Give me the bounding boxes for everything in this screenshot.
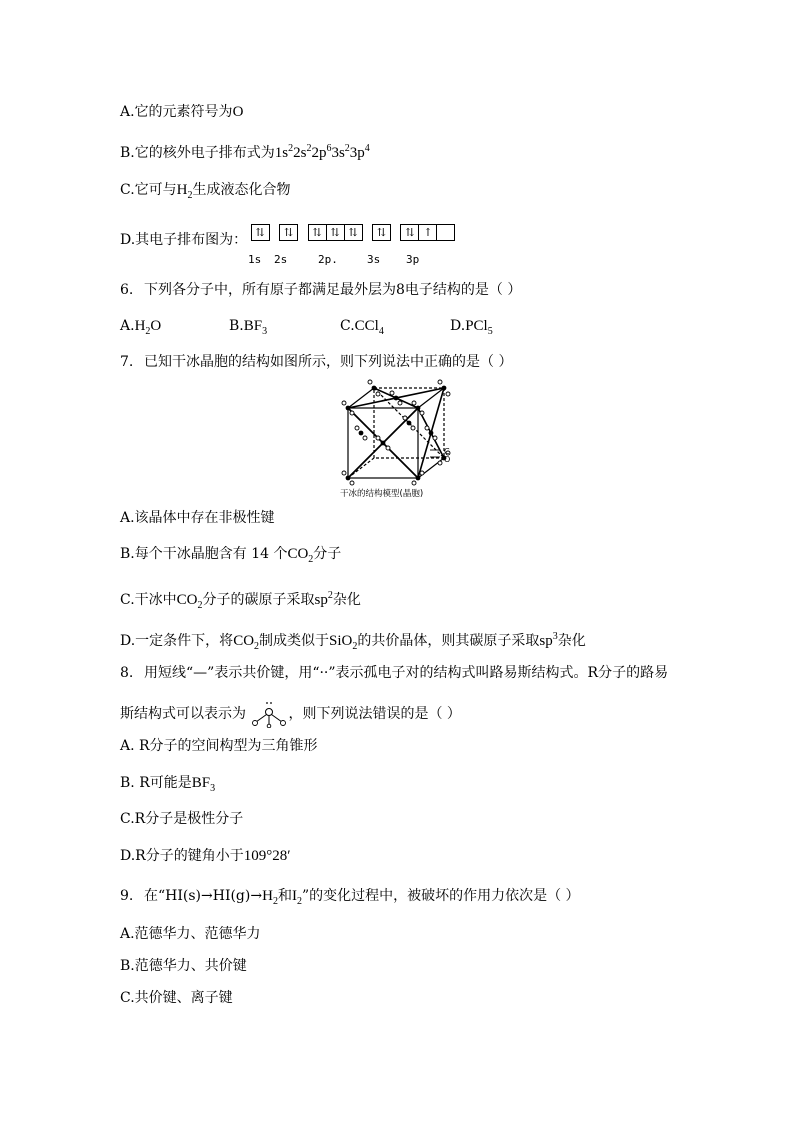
q7-option-a: A.该晶体中存在非极性键 — [120, 510, 275, 526]
q7-option-b-tail: 分子 — [313, 546, 342, 562]
q7-number: 7. — [120, 354, 134, 370]
dry-ice-unit-cell-figure — [330, 378, 470, 502]
q6-stem-text: 下列各分子中，所有原子都满足最外层为8电子结构的是（ ） — [144, 282, 522, 298]
orbital-1s: ⇅ — [252, 222, 270, 242]
orbital-label-1s: 1s — [248, 253, 262, 266]
q6-number: 6. — [120, 282, 134, 298]
q9-option-c: C.共价键、离子键 — [120, 990, 233, 1006]
orbital-2s: ⇅ — [280, 222, 298, 242]
q8-option-d: D.R分子的键角小于109°28′ — [120, 848, 291, 864]
orbital-label-3s: 3s — [367, 253, 381, 266]
q6-option-b: $B.BF_3$ — [229, 318, 268, 337]
q5-option-c-text: C.它可与 — [120, 182, 177, 198]
orbital-label-2s: 2s — [274, 253, 288, 266]
orbital-3s: ⇅ — [373, 222, 391, 242]
q5-option-a-text: A.它的元素符号为 — [120, 104, 233, 120]
q9-option-a: A.范德华力、范德华力 — [120, 926, 261, 942]
q7-stem-text: 已知干冰晶胞的结构如图所示，则下列说法中正确的是（ ） — [144, 354, 513, 370]
q8-option-a: A. R分子的空间构型为三角锥形 — [120, 738, 318, 754]
lewis-structure-icon — [251, 700, 287, 728]
figure-caption: 干冰的结构模型(晶胞) — [340, 489, 424, 499]
q8-option-c: C.R分子是极性分子 — [120, 811, 244, 827]
q5-option-d — [120, 225, 461, 250]
electron-configuration: $1s^22s^22p^63s^23p^4$ — [274, 143, 370, 161]
q8-stem-line-1 — [120, 663, 668, 683]
q7-option-b: B.每个干冰晶胞含有 14 个$CO_2$分子 — [120, 546, 342, 565]
q6-option-a: $A.H_2O$ — [120, 318, 162, 337]
q9-option-b: B.范德华力、共价键 — [120, 958, 247, 974]
q6-option-c: C.CCl$_4$ — [340, 318, 384, 337]
q5-option-c — [120, 180, 291, 206]
orbital-label-2p: 2p. — [318, 253, 338, 266]
q7-stem — [120, 352, 512, 372]
orbital-3p: ⇅ ↑ — [401, 222, 455, 242]
q5-option-d-text: D.其电子排布图为： — [120, 232, 248, 248]
q6-stem — [120, 280, 521, 300]
q7-option-d: D.一定条件下，将$CO_2$制成类似于SiO$_2$的共价晶体，则其碳原子采取$sp^3$杂化 — [120, 631, 586, 652]
q5-option-a — [120, 102, 243, 122]
q8-stem-text: 用短线“—”表示共价键，用“··”表示孤电子对的结构式叫路易斯结构式。R分子的路易 — [144, 665, 669, 681]
q5-option-b — [120, 139, 370, 163]
q8-option-b: B. R可能是$BF_3$ — [120, 775, 216, 794]
q5-option-b-text: B.它的核外电子排布式为 — [120, 145, 275, 161]
q6-option-d: D.PCl$_5$ — [450, 318, 493, 337]
orbital-label-3p: 3p — [406, 253, 420, 266]
q8-stem-line-2: 斯结构式可以表示为 ，则下列说法错误的是（ ） — [120, 700, 461, 728]
q9-stem: 9. 在“$HI(s)\to HI(g)\to H_2$和$I_2$”的变化过程中，被破坏的作用力依次是（ ） — [120, 888, 580, 907]
figure-label-c: C — [444, 447, 450, 456]
orbital-2p: ⇅ ⇅ ⇅ — [309, 222, 363, 242]
q5-option-a-symbol: O — [232, 104, 244, 120]
q9-number: 9. — [120, 888, 134, 904]
q5-option-c-tail: 生成液态化合物 — [192, 182, 291, 198]
q8-number: 8. — [120, 665, 134, 681]
orbital-diagram — [252, 222, 462, 242]
figure-label-o: O — [444, 455, 451, 464]
q7-option-c: C.干冰中$CO_2$分子的碳原子采取$sp^2$杂化 — [120, 590, 361, 611]
bond-angle: 109°28′ — [243, 848, 291, 864]
formula-h2: $H_2$ — [176, 182, 193, 201]
q7-option-b-text: B.每个干冰晶胞含有 14 个 — [120, 546, 288, 562]
